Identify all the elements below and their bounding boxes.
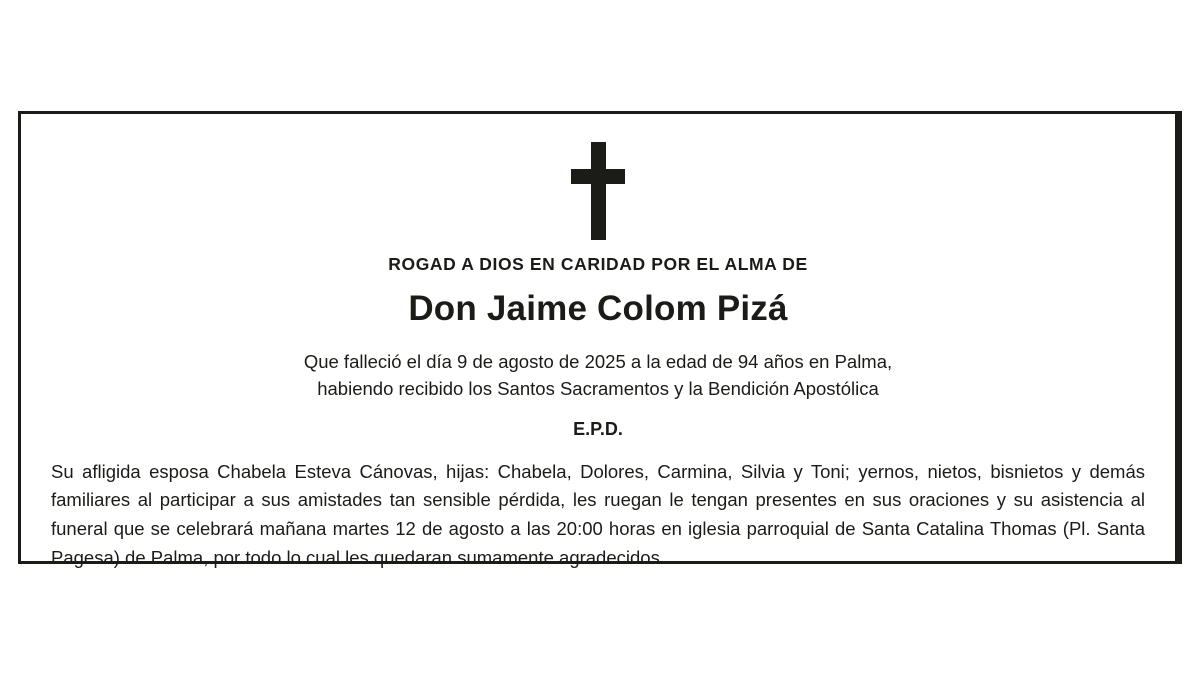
cross-vertical-bar (591, 142, 606, 240)
invocation-text: ROGAD A DIOS EN CARIDAD POR EL ALMA DE (388, 254, 808, 274)
deceased-name: Don Jaime Colom Pizá (408, 289, 788, 328)
latin-cross-icon (571, 142, 625, 240)
death-details (304, 349, 892, 403)
death-details-line-1: Que falleció el día 9 de agosto de 2025 a la edad de 94 años en Palma, (303, 351, 893, 372)
epd-abbreviation: E.P.D. (573, 418, 623, 439)
cross-horizontal-bar (571, 169, 625, 184)
death-details-line-2: habiendo recibido los Santos Sacramentos y la Bendición Apostólica (317, 377, 879, 399)
family-message: Su afligida esposa Chabela Esteva Cánovas, hijas: Chabela, Dolores, Carmina, Silvia y Toni; yernos, nietos, bisnietos y demás familiares al participar a sus amistades tan sensible pérdida, les ruegan le tengan presentes en sus oraciones y su asistencia al funeral que se celebrará mañana martes 12 de agosto a las 20:00 horas en iglesia parroquial de Santa Catalina Thomas (Pl. Santa Pagesa) de Palma, por todo lo cual les quedaran sumamente agradecidos. (51, 460, 1145, 568)
obituary-card (18, 111, 1182, 568)
cross-icon-container (51, 142, 1145, 240)
